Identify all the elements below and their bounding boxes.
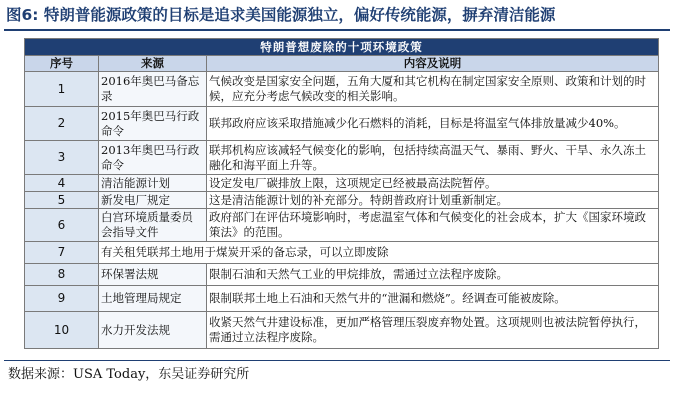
source-note: 数据来源：USA Today，东吴证券研究所 [8, 367, 250, 382]
table-row [25, 264, 659, 286]
row-content: 联邦机构应该减轻气候变化的影响，包括持续高温天气、暴雨、野火、干旱、永久冻土融化和海平面上升等。 [207, 141, 659, 175]
table-row [25, 141, 659, 175]
row-content: 联邦政府应该采取措施减少化石燃料的消耗，目标是将温室气体排放量减少40%。 [207, 107, 659, 141]
row-number: 9 [25, 286, 99, 312]
table-row [25, 72, 659, 107]
table-row [25, 312, 659, 349]
header-content: 内容及说明 [207, 56, 659, 72]
row-number: 6 [25, 209, 99, 242]
table-row [25, 286, 659, 312]
row-merged-content: 有关租凭联邦土地用于煤炭开采的备忘录，可以立即废除 [99, 242, 659, 264]
row-number: 5 [25, 192, 99, 209]
row-source: 2015年奥巴马行政命令 [99, 107, 207, 141]
row-content: 限制石油和天然气工业的甲烷排放，需通过立法程序废除。 [207, 264, 659, 286]
row-content: 限制联邦土地上石油和天然气井的“泄漏和燃烧”。经调查可能被废除。 [207, 286, 659, 312]
row-number: 2 [25, 107, 99, 141]
row-source: 水力开发法规 [99, 312, 207, 349]
header-number: 序号 [25, 56, 99, 72]
row-content: 设定发电厂碳排放上限，这项规定已经被最高法院暂停。 [207, 175, 659, 192]
row-content: 气候改变是国家安全问题，五角大厦和其它机构在制定国家安全原则、政策和计划的时候，应充分考虑气候改变的相关影响。 [207, 72, 659, 107]
row-source: 土地管理局规定 [99, 286, 207, 312]
row-source: 新发电厂规定 [99, 192, 207, 209]
row-number: 1 [25, 72, 99, 107]
row-content: 这是清洁能源计划的补充部分。特朗普政府计划重新制定。 [207, 192, 659, 209]
table-row [25, 209, 659, 242]
table-row [25, 175, 659, 192]
row-source: 白宫环境质量委员会指导文件 [99, 209, 207, 242]
policy-table [24, 38, 659, 349]
row-source: 2016年奥巴马备忘录 [99, 72, 207, 107]
row-source: 2013年奥巴马行政命令 [99, 141, 207, 175]
table-header-row [25, 56, 659, 72]
row-number: 3 [25, 141, 99, 175]
row-number: 10 [25, 312, 99, 349]
row-content: 政府部门在评估环境影响时，考虑温室气体和气候变化的社会成本，扩大《国家环境政策法》的范围。 [207, 209, 659, 242]
title-divider [4, 29, 670, 31]
table-row [25, 107, 659, 141]
table-band [25, 39, 659, 56]
table-row [25, 192, 659, 209]
header-source: 来源 [99, 56, 207, 72]
row-source: 环保署法规 [99, 264, 207, 286]
row-number: 4 [25, 175, 99, 192]
row-number: 8 [25, 264, 99, 286]
row-number: 7 [25, 242, 99, 264]
figure-title: 图6: 特朗普能源政策的目标是追求美国能源独立，偏好传统能源，摒弃清洁能源 [6, 6, 556, 24]
footer-divider [4, 360, 670, 361]
table-row [25, 242, 659, 264]
row-source: 清洁能源计划 [99, 175, 207, 192]
table-band-title: 特朗普想废除的十项环境政策 [25, 39, 659, 56]
row-content: 收紧天然气井建设标准，更加严格管理压裂废弃物处置。这项规则也被法院暂停执行，需通过立法程序废除。 [207, 312, 659, 349]
